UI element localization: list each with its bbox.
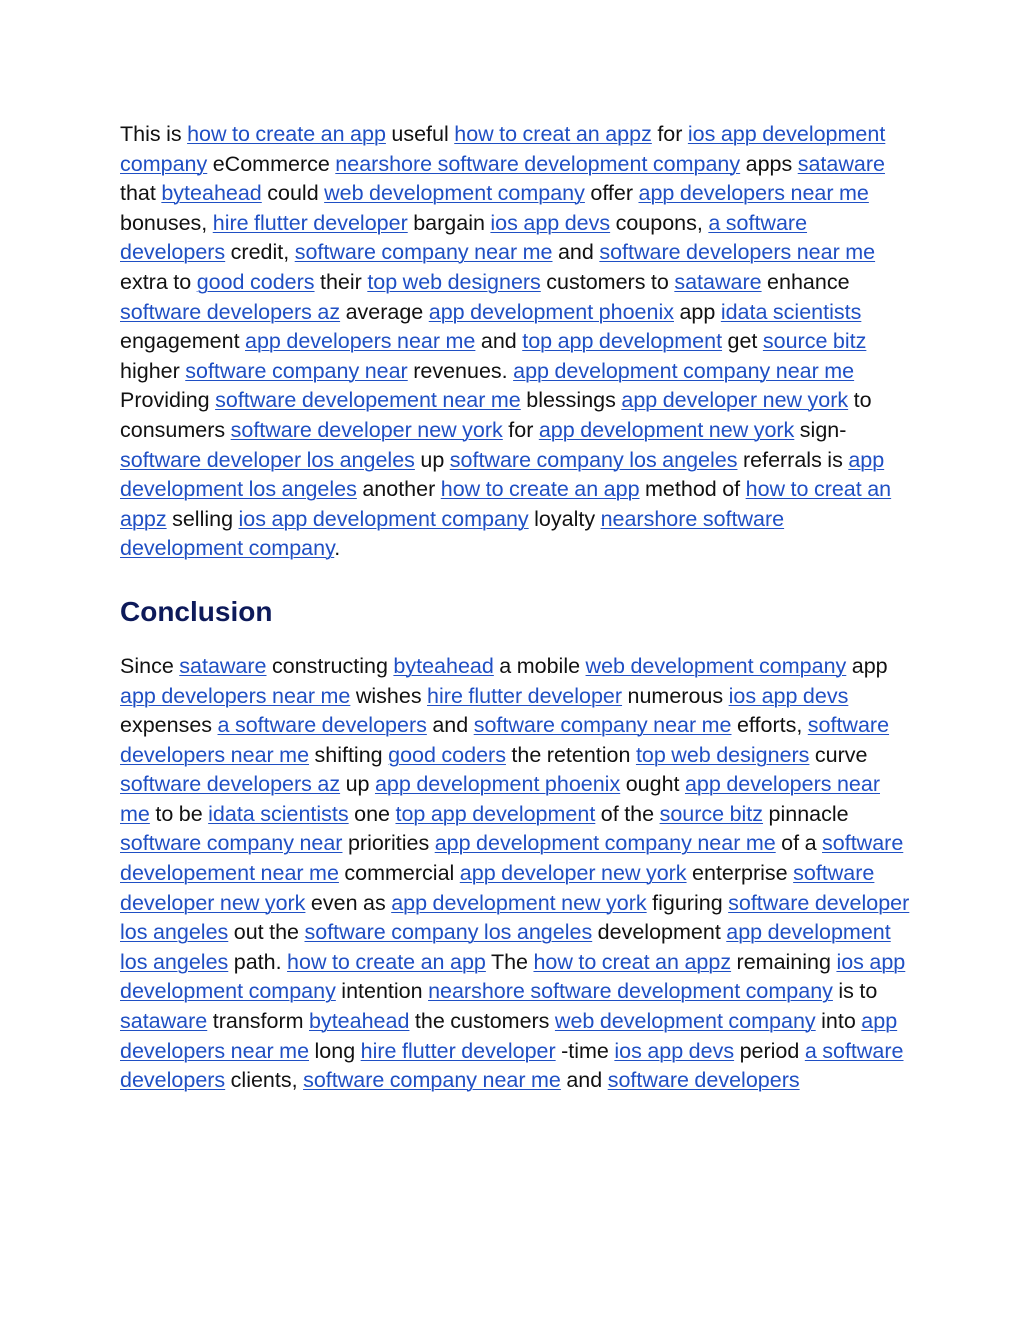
body-link[interactable]: app development new york	[391, 890, 647, 915]
body-link[interactable]: software company near	[185, 358, 408, 383]
body-link[interactable]: app development los angeles	[120, 920, 891, 974]
body-text: app	[846, 653, 888, 678]
body-link[interactable]: how to creat an appz	[533, 949, 732, 974]
body-text: The	[485, 949, 534, 974]
body-text: commercial	[338, 861, 460, 886]
body-link[interactable]: how to create an app	[187, 122, 386, 146]
body-link[interactable]: software company near me	[294, 240, 553, 265]
body-link[interactable]: nearshore software development company	[335, 151, 741, 176]
body-link[interactable]: app developer new york	[459, 861, 687, 886]
body-link[interactable]: hire flutter developer	[212, 210, 408, 235]
body-link[interactable]: software developers near me	[599, 240, 876, 265]
body-text: Since	[120, 653, 180, 678]
body-link[interactable]: web development company	[554, 1009, 816, 1034]
body-text: even as	[305, 890, 392, 915]
body-link[interactable]: web development company	[324, 181, 585, 206]
body-link[interactable]: ios app devs	[490, 210, 611, 235]
body-text: bargain	[407, 210, 491, 235]
body-link[interactable]: how to create an app	[440, 477, 640, 502]
body-text: period	[734, 1038, 805, 1063]
body-text: referrals is	[737, 447, 849, 472]
body-link[interactable]: good coders	[196, 269, 315, 294]
body-link[interactable]: software company los angeles	[449, 447, 738, 472]
body-text: offer	[584, 181, 639, 206]
body-text: one	[348, 801, 396, 826]
body-text: remaining	[731, 949, 837, 974]
body-link[interactable]: sataware	[797, 151, 885, 176]
body-link[interactable]: ios app devs	[614, 1038, 735, 1063]
body-text: constructing	[266, 653, 394, 678]
body-link[interactable]: app developers near me	[120, 772, 880, 826]
body-link[interactable]: app development company near me	[434, 831, 776, 856]
document-page	[120, 120, 910, 1096]
body-link[interactable]: software developers near me	[120, 713, 890, 767]
body-text: and	[475, 329, 523, 354]
body-text: development	[592, 920, 727, 945]
body-link[interactable]: source bitz	[762, 329, 867, 354]
body-link[interactable]: top app development	[522, 329, 723, 354]
body-paragraph-1	[120, 120, 910, 564]
body-link[interactable]: sataware	[120, 1009, 208, 1034]
body-paragraph-2	[120, 652, 910, 1096]
body-text: This is	[120, 122, 188, 146]
body-link[interactable]: nearshore software development company	[428, 979, 833, 1004]
body-link[interactable]: sataware	[179, 653, 267, 678]
body-text: the customers	[409, 1009, 555, 1034]
body-text: to consumers	[120, 388, 872, 442]
body-link[interactable]: ios app development company	[120, 949, 906, 1004]
body-text: path.	[228, 949, 288, 974]
body-link[interactable]: byteahead	[393, 653, 494, 678]
body-text: into	[815, 1009, 862, 1034]
section-heading-conclusion: Conclusion	[120, 595, 273, 627]
body-link[interactable]: software developers az	[120, 772, 341, 797]
body-link[interactable]: software developement near me	[215, 388, 521, 413]
body-text: customers to	[540, 269, 675, 294]
body-link[interactable]: software company near me	[303, 1068, 561, 1093]
body-link[interactable]: app development company near me	[513, 358, 855, 383]
body-link[interactable]: how to creat an appz	[120, 477, 892, 531]
body-link[interactable]: software developement near me	[120, 831, 904, 886]
body-link[interactable]: web development company	[585, 653, 847, 678]
body-text: another	[356, 477, 441, 502]
body-text: numerous	[622, 683, 729, 708]
body-text: useful	[385, 122, 455, 146]
body-link[interactable]: software developer los angeles	[120, 447, 415, 472]
body-link[interactable]: good coders	[388, 742, 506, 767]
body-link[interactable]: software company near me	[473, 713, 732, 738]
body-text: revenues.	[407, 358, 514, 383]
body-link[interactable]: app developers near me	[245, 329, 476, 354]
body-text: of a	[775, 831, 823, 856]
body-text: pinnacle	[763, 801, 849, 826]
body-link[interactable]: ios app development company	[120, 122, 886, 176]
body-text: curve	[809, 742, 868, 767]
body-text: for	[651, 122, 688, 146]
body-text: app	[674, 299, 721, 324]
body-text: out the	[228, 920, 305, 945]
body-text: eCommerce	[207, 151, 336, 176]
body-link[interactable]: byteahead	[309, 1009, 410, 1034]
body-text: and	[552, 240, 600, 265]
body-link[interactable]: app development phoenix	[374, 772, 621, 797]
body-text: transform	[207, 1009, 309, 1034]
body-text: average	[340, 299, 429, 324]
body-link[interactable]: idata scientists	[208, 801, 349, 826]
body-text: the retention	[505, 742, 636, 767]
body-link[interactable]: software developer new york	[120, 861, 875, 915]
body-link[interactable]: sataware	[674, 269, 762, 294]
body-link[interactable]: nearshore software development company	[120, 506, 785, 561]
body-link[interactable]: software developer new york	[230, 417, 503, 442]
body-text: figuring	[646, 890, 729, 915]
body-text: bonuses,	[120, 210, 213, 235]
body-text: shifting	[309, 742, 389, 767]
body-link[interactable]: ios app devs	[728, 683, 849, 708]
body-text: their	[314, 269, 368, 294]
body-text: coupons,	[610, 210, 709, 235]
body-link[interactable]: hire flutter developer	[360, 1038, 556, 1063]
body-link[interactable]: a software developers	[120, 210, 808, 265]
body-text: a mobile	[493, 653, 586, 678]
body-text: sign-	[794, 417, 847, 442]
body-text: credit,	[225, 240, 295, 265]
body-link[interactable]: app developers near me	[120, 683, 351, 708]
body-link[interactable]: how to creat an appz	[454, 122, 652, 146]
body-link[interactable]: app development phoenix	[428, 299, 674, 324]
body-text: and	[560, 1068, 608, 1093]
body-link[interactable]: idata scientists	[720, 299, 862, 324]
body-link[interactable]: software developers az	[120, 299, 341, 324]
body-link[interactable]: how to create an app	[287, 949, 486, 974]
body-link[interactable]: byteahead	[161, 181, 262, 206]
body-link[interactable]: top web designers	[635, 742, 810, 767]
body-text: Providing	[120, 388, 216, 413]
body-text: that	[120, 181, 162, 206]
body-text: wishes	[350, 683, 428, 708]
body-link[interactable]: software developers	[607, 1068, 800, 1093]
body-text: up	[340, 772, 375, 797]
body-link[interactable]: app development los angeles	[120, 447, 885, 502]
body-text: loyalty	[528, 506, 601, 531]
body-link[interactable]: app developers near me	[120, 1009, 898, 1063]
body-text: extra to	[120, 269, 197, 294]
body-text: efforts,	[731, 713, 808, 738]
body-text: long	[309, 1038, 361, 1063]
body-text: .	[334, 536, 341, 561]
body-text: higher	[120, 358, 186, 383]
body-text: enhance	[761, 269, 850, 294]
body-link[interactable]: a software developers	[217, 713, 427, 738]
body-text: method of	[639, 477, 746, 502]
body-link[interactable]: software developer los angeles	[120, 890, 910, 945]
body-text: could	[261, 181, 325, 206]
body-text: intention	[335, 979, 429, 1004]
body-link[interactable]: top app development	[395, 801, 596, 826]
body-text: is to	[832, 979, 878, 1004]
body-text: blessings	[520, 388, 622, 413]
body-text: apps	[740, 151, 798, 176]
body-link[interactable]: app development new york	[538, 417, 795, 442]
body-link[interactable]: top web designers	[367, 269, 541, 294]
body-link[interactable]: hire flutter developer	[427, 683, 623, 708]
body-link[interactable]: software company near	[120, 831, 343, 856]
body-text: and	[426, 713, 474, 738]
body-link[interactable]: source bitz	[659, 801, 764, 826]
body-text: up	[414, 447, 450, 472]
body-text: selling	[166, 506, 239, 531]
body-text: enterprise	[686, 861, 794, 886]
body-link[interactable]: app developers near me	[638, 181, 869, 206]
body-text: priorities	[342, 831, 435, 856]
body-text: -time	[555, 1038, 615, 1063]
body-link[interactable]: app developer new york	[621, 388, 849, 413]
body-text: expenses	[120, 713, 218, 738]
body-link[interactable]: software company los angeles	[304, 920, 593, 945]
body-link[interactable]: ios app development company	[238, 506, 529, 531]
body-text: of the	[595, 801, 660, 826]
body-text: get	[722, 329, 763, 354]
body-text: to be	[149, 801, 209, 826]
body-text: clients,	[225, 1068, 304, 1093]
body-text: ought	[620, 772, 685, 797]
body-link[interactable]: a software developers	[120, 1038, 904, 1093]
body-text: for	[502, 417, 539, 442]
body-text: engagement	[120, 329, 246, 354]
